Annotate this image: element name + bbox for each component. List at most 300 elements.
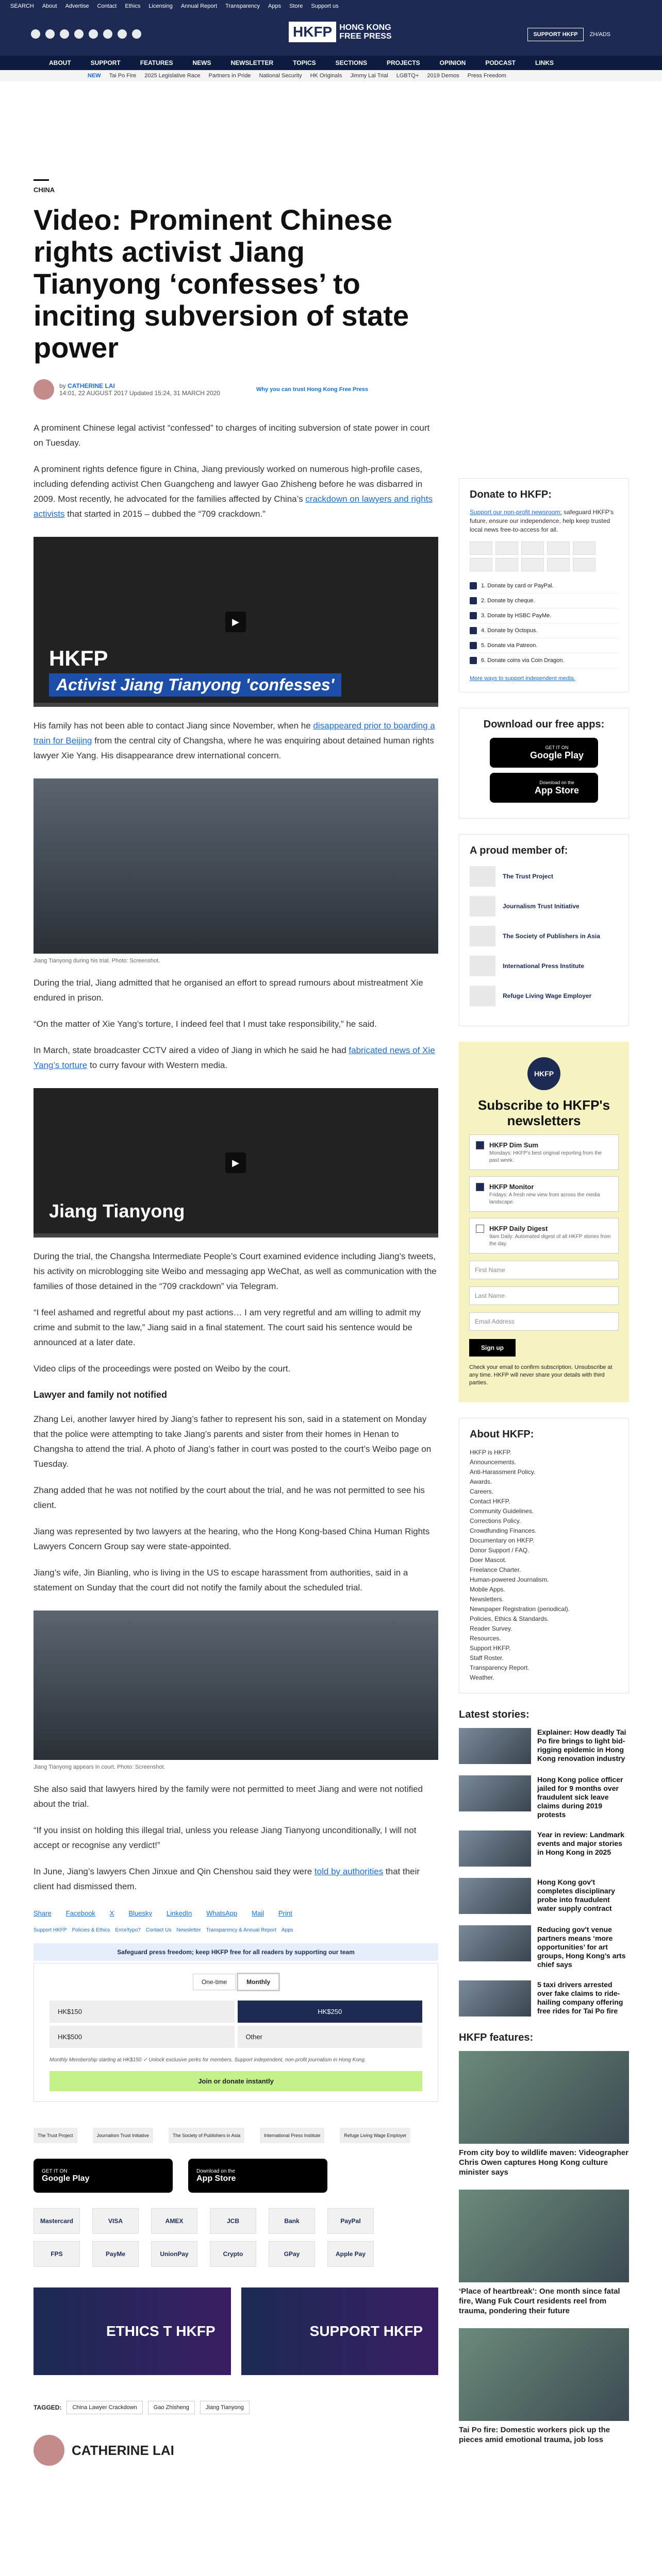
card-icon [573,541,595,555]
member-name: Refuge Living Wage Employer [503,992,592,999]
app-store-button[interactable] [490,773,598,803]
newsletter-title: Subscribe to HKFP's newsletters [477,1097,610,1128]
newsletter-option[interactable] [469,1176,619,1212]
patreon-icon [470,642,477,649]
share-label[interactable]: Share [34,1909,52,1917]
topbar-store[interactable]: Store [289,3,303,9]
unionpay-icon: UnionPay [151,2241,197,2267]
jti-logo: Journalism Trust Initiative [93,2128,154,2143]
option-text [489,1141,612,1163]
about-link[interactable]: Doer Mascot. [470,1556,507,1564]
about-link[interactable]: Documentary on HKFP. [470,1537,535,1544]
footer-link[interactable]: Error/typo? [115,1927,141,1933]
sopa-logo: The Society of Publishers in Asia [169,2128,244,2143]
app-store-row [34,2159,438,2193]
method-label: 1. Donate by card or PayPal. [481,583,554,589]
paragraph-text: that their client had dismissed them. [34,1867,420,1891]
latest-title: Latest stories: [459,1709,529,1720]
paragraph-text: In June, Jiang’s lawyers Chen Jinxue and Qin Chenshou said they were [34,1867,315,1876]
member-item[interactable] [470,986,618,1006]
story-thumbnail[interactable] [459,1728,531,1764]
fps-icon: FPS [34,2241,80,2267]
about-link[interactable]: Contact HKFP. [470,1498,510,1505]
option-desc: Fridays: A fresh new view from across the media landscape. [489,1192,600,1205]
member-item[interactable] [470,866,618,887]
site-header [0,12,662,56]
about-link[interactable]: Human-powered Journalism. [470,1576,549,1583]
features-panel [459,2032,629,2445]
about-link[interactable]: Staff Roster. [470,1654,504,1662]
author-avatar[interactable] [34,2435,64,2466]
content-wrap [0,81,662,2466]
story-thumbnail[interactable] [459,1925,531,1961]
method-label: 2. Donate by cheque. [481,598,535,604]
first-name-field[interactable]: First Name [469,1261,619,1279]
trending-item[interactable]: HK Originals [310,73,342,79]
member-name: Journalism Trust Initiative [503,903,580,910]
paragraph: “On the matter of Xie Yang’s torture, I indeed feel that I must take responsibility,” he said. [34,1019,377,1029]
feature-story[interactable] [459,2190,629,2316]
member-title: A proud member of: [470,845,568,856]
disappeared-link[interactable]: disappeared prior to boarding a train for Beijing [34,721,435,745]
article-date: 14:01, 22 AUGUST 2017 Updated 15:24, 31 MARCH 2020 [59,389,220,397]
method-label: 3. Donate by HSBC PayMe. [481,613,552,619]
nav-features[interactable]: FEATURES [140,59,173,66]
applepay-icon: Apple Pay [327,2241,374,2267]
amount-option[interactable]: HK$500 [49,2026,235,2048]
about-link[interactable]: Corrections Policy. [470,1517,521,1524]
latest-story[interactable] [459,1728,629,1764]
donate-method[interactable] [470,594,618,608]
author-box [34,2435,438,2466]
option-text [489,1183,612,1205]
top-utility-bar [0,0,662,12]
trending-item[interactable]: Partners in Pride [208,73,251,79]
paragraph [34,1043,438,1073]
story-thumbnail[interactable] [459,1775,531,1811]
footer-links [34,1927,438,1933]
option-desc: Mondays: HKFP's best original reporting from the past week. [489,1150,602,1163]
trending-item[interactable]: 2019 Demos [427,73,459,79]
apps-title: Download our free apps: [483,719,605,730]
donate-title: Donate to HKFP: [470,489,552,500]
amount-option-selected[interactable]: HK$250 [238,2001,423,2023]
donate-panel [459,478,629,692]
coin-icon [470,657,477,664]
ethics-promo[interactable]: ETHICS T HKFP [34,2287,231,2375]
donate-amounts [49,2001,422,2048]
google-play-button[interactable] [490,738,598,768]
payment-methods [34,2208,438,2267]
topbar-advertise[interactable]: Advertise [65,3,89,9]
paragraph-text: A prominent rights defence figure in China, Jiang previously worked on numerous high-profile cases, including defending activist Chen Guangcheng and lawyer Gao Zhisheng before he was disbarred in 2009. Most recently, he advocated for the families affected by China’s [34,464,423,504]
logo-line-2: FREE PRESS [339,32,392,41]
checkbox-checked[interactable] [476,1183,484,1191]
author-avatar [34,379,54,400]
feature-thumbnail[interactable] [459,2051,629,2144]
gp-label: Google Play [529,750,584,760]
share-linkedin[interactable]: LinkedIn [167,1909,192,1917]
about-link[interactable]: HKFP is HKFP. [470,1449,511,1456]
author-name[interactable]: CATHERINE LAI [72,2442,174,2458]
play-icon[interactable]: ▶ [225,612,246,632]
tagged-label: TAGGED: [34,2404,62,2411]
by-label: by [59,382,66,389]
card-logos [470,541,618,571]
tag[interactable]: Jiang Tianyong [200,2401,250,2414]
living-wage-icon [470,986,495,1006]
nav-news[interactable]: NEWS [192,59,211,66]
photo-caption: Jiang Tianyong appears in court. Photo: Screenshot. [34,1764,166,1770]
share-row [34,1909,438,1917]
video-embed-1[interactable] [34,537,438,707]
donate-method[interactable] [470,623,618,638]
photo-2 [34,1611,438,1770]
checkbox[interactable] [476,1225,484,1233]
video-progress-bar[interactable] [34,703,438,707]
ipi-logo: International Press Institute [260,2128,324,2143]
feature-title[interactable]: Tai Po fire: Domestic workers pick up the pieces amid emotional trauma, job loss [459,2426,610,2444]
member-name: The Trust Project [503,873,554,880]
gpay-icon: GPay [269,2241,315,2267]
nav-links[interactable]: LINKS [535,59,554,66]
crackdown-link[interactable]: crackdown on lawyers and rights activists [34,494,433,519]
donate-tabs [49,1974,422,1990]
card-icon [573,558,595,571]
member-name: International Press Institute [503,962,585,970]
language-switch[interactable]: ZH/ADS [589,31,610,38]
share-bluesky[interactable]: Bluesky [128,1909,152,1917]
about-panel [459,1418,629,1693]
tag[interactable]: Gao Zhisheng [148,2401,195,2414]
paragraph-text: In March, state broadcaster CCTV aired a video of Jiang in which he said he had [34,1045,349,1055]
more-ways-link[interactable]: More ways to support independent media. [470,675,575,682]
gp-label: Google Play [42,2174,90,2183]
newsletter-option[interactable] [469,1134,619,1170]
trending-item[interactable]: LGBTQ+ [396,73,419,79]
features-title: HKFP features: [459,2032,534,2043]
payme-icon [470,612,477,619]
paragraph: Zhang Lei, another lawyer hired by Jiang’s father to represent his son, said in a statement on Monday that the police were attempting to take Jiang’s parents and sister from their homes in Henan to Changsha to attend the trial. A photo of Jiang’s father in court was posted to the court’s Weibo page on Tuesday. [34,1414,432,1469]
features-list [459,2051,629,2445]
video-embed-2[interactable] [34,1088,438,1238]
paragraph: “If you insist on holding this illegal trial, unless you release Jiang Tianyong unconditionally, I will not accept or recognise any verdict!” [34,1825,417,1850]
trust-project-icon [470,866,495,887]
photo-1 [34,778,438,964]
x-icon[interactable] [45,29,55,39]
social-links [31,29,141,39]
donate-method[interactable] [470,579,618,594]
topbar-search[interactable]: SEARCH [10,3,34,9]
visa-icon: VISA [92,2208,139,2234]
logo-line-1: HONG KONG [339,23,391,32]
why-trust-link[interactable]: Why you can trust Hong Kong Free Press [256,386,368,393]
member-item[interactable] [470,896,618,917]
member-name: The Society of Publishers in Asia [503,933,600,940]
paragraph [34,718,438,763]
apps-panel [459,708,629,819]
trending-item[interactable]: National Security [259,73,302,79]
signup-button[interactable]: Sign up [469,1339,516,1357]
article-category[interactable]: CHINA [34,186,55,194]
trending-item[interactable]: Press Freedom [467,73,506,79]
paragraph: Zhang added that he was not notified by the court about the trial, and he was not permitted to see his client. [34,1485,425,1510]
topbar-support[interactable]: Support us [311,3,339,9]
about-link[interactable]: Community Guidelines. [470,1507,534,1515]
about-link[interactable]: Resources. [470,1635,501,1642]
footer-link[interactable]: Policies & Ethics [72,1927,110,1933]
donate-method[interactable] [470,653,618,668]
tag[interactable]: China Lawyer Crackdown [67,2401,142,2414]
nav-newsletter[interactable]: NEWSLETTER [230,59,274,66]
paragraph: During the trial, the Changsha Intermediate People’s Court examined evidence including Jiang’s tweets, his activity on microblogging site Weibo and messaging app WeChat, as well as communication with the families of those detained in the “709 crackdown” via Telegram. [34,1251,437,1291]
member-panel [459,834,629,1026]
main-nav [0,56,662,70]
share-whatsapp[interactable]: WhatsApp [206,1909,238,1917]
new-badge: NEW [88,73,101,79]
as-small: Download on the [196,2168,236,2174]
about-link[interactable]: Reader Survey. [470,1625,512,1632]
section-rule [34,179,49,181]
card-icon [547,558,570,571]
logo-text [339,23,391,41]
option-title: HKFP Monitor [489,1183,534,1191]
share-facebook[interactable]: Facebook [65,1909,95,1917]
facebook-icon[interactable] [31,29,40,39]
about-link[interactable]: Policies, Ethics & Standards. [470,1615,549,1622]
article-main [34,81,438,2466]
card-icon [547,541,570,555]
story-thumbnail[interactable] [459,1831,531,1867]
as-label: App Store [196,2174,236,2183]
method-label: 6. Donate coins via Coin Dragon. [481,657,565,664]
trending-item[interactable]: 2025 Legislative Race [144,73,201,79]
google-play-button[interactable] [34,2159,173,2193]
about-title: About HKFP: [470,1429,534,1440]
donate-banner[interactable]: Safeguard press freedom; keep HKFP free for all readers by supporting our team [34,1943,438,1961]
card-icon [495,541,518,555]
sopa-icon [470,926,495,946]
option-desc: 9am Daily: Automated digest of all HKFP stories from the day. [489,1234,611,1247]
paragraph: Jiang’s wife, Jin Bianling, who is living in the US to escape harassment from authorities, said in a statement on Sunday that the court did not notify the family about the scheduled trial. [34,1568,408,1592]
donate-desc: safeguard HKFP's future, ensure our independence, help keep trusted local news free-to-access for all. [470,509,614,533]
as-small: Download on the [539,779,574,785]
photo-caption: Jiang Tianyong during his trial. Photo: Screenshot. [34,958,160,964]
about-link[interactable]: Freelance Charter. [470,1566,521,1573]
authorities-link[interactable]: told by authorities [314,1867,384,1876]
bank-icon: Bank [269,2208,315,2234]
cheque-icon [470,597,477,604]
support-promo[interactable]: SUPPORT HKFP [241,2287,439,2375]
card-icon [470,541,492,555]
about-list [470,1448,618,1683]
subheading: Lawyer and family not notified [34,1389,168,1400]
latest-story[interactable] [459,1980,629,2016]
nav-sections[interactable]: SECTIONS [335,59,367,66]
mail-icon[interactable] [103,29,112,39]
about-link[interactable]: Newsletters. [470,1596,504,1603]
youtube-icon[interactable] [89,29,98,39]
nav-opinion[interactable]: OPINION [439,59,466,66]
video-progress-bar[interactable] [34,1233,438,1238]
story-title[interactable]: Hong Kong police officer jailed for 9 months over fraudulent sick leave claims during 2019 protests [537,1775,623,1819]
member-logos-row [34,2128,438,2143]
share-x[interactable]: X [109,1909,114,1917]
amount-option-other[interactable]: Other [238,2026,423,2048]
footer-link[interactable]: Contact Us [145,1927,172,1933]
play-icon[interactable]: ▶ [225,1153,246,1173]
topbar-apps[interactable]: Apps [268,3,282,9]
about-link[interactable]: Donor Support / FAQ. [470,1547,529,1554]
paragraph-text: His family has not been able to contact Jiang since November, when he [34,721,313,731]
about-link[interactable]: Transparency Report. [470,1664,529,1671]
feature-thumbnail[interactable] [459,2190,629,2282]
nav-support[interactable]: SUPPORT [90,59,121,66]
about-link[interactable]: Support HKFP. [470,1645,511,1652]
topbar-about[interactable]: About [42,3,57,9]
newsletter-logo: HKFP [527,1057,560,1090]
card-icon [521,541,544,555]
latest-story[interactable] [459,1775,629,1819]
app-store-button[interactable] [188,2159,327,2193]
story-title[interactable]: Reducing gov't venue partners means ‘more opportunities’ for art groups, Hong Kong’s arts chief says [537,1925,626,1969]
mastercard-icon: Mastercard [34,2208,80,2234]
topbar-ethics[interactable]: Ethics [125,3,141,9]
amount-option[interactable]: HK$150 [49,2001,235,2023]
feature-story[interactable] [459,2328,629,2445]
topbar-contact[interactable]: Contact [97,3,117,9]
story-thumbnail[interactable] [459,1980,531,2016]
trending-item[interactable]: Tai Po Fire [109,73,137,79]
tab-monthly[interactable]: Monthly [238,1974,279,1990]
instagram-icon[interactable] [60,29,69,39]
email-field[interactable]: Email Address [469,1312,619,1331]
feature-title[interactable]: From city boy to wildlife maven: Videographer Chris Owen captures Hong Kong culture minister says [459,2148,628,2177]
newsletter-panel [459,1042,629,1402]
paragraph: “I feel ashamed and regretful about my past actions… I am very regretful and am willing to admit my crime and submit to the law,” Jiang said in a final statement. The court said his sentence would be announced at a later date. [34,1308,421,1347]
donate-widget [34,1963,438,2102]
nav-topics[interactable]: TOPICS [293,59,316,66]
byline [34,379,438,400]
newsletter-option[interactable] [469,1218,619,1253]
feature-title[interactable]: ‘Place of heartbreak’: One month since fatal fire, Wang Fuk Court residents reel from trauma, pondering their future [459,2287,620,2315]
checkbox-checked[interactable] [476,1141,484,1149]
ipi-icon [470,956,495,976]
footer-link[interactable]: Transparency & Annual Report [206,1927,276,1933]
join-donate-button[interactable]: Join or donate instantly [49,2071,422,2091]
court-photo [34,1611,438,1760]
jcb-icon: JCB [210,2208,256,2234]
nav-projects[interactable]: PROJECTS [386,59,420,66]
about-link[interactable]: Weather. [470,1674,494,1681]
gp-small: GET IT ON [42,2168,68,2174]
footer-link[interactable]: Apps [281,1927,293,1933]
about-link[interactable]: Announcements. [470,1459,517,1466]
nav-about[interactable]: ABOUT [49,59,71,66]
card-icon [470,582,477,589]
donate-link[interactable]: Support our non-profit newsroom: [470,509,562,516]
paypal-icon: PayPal [327,2208,374,2234]
octopus-icon [470,627,477,634]
trending-item[interactable]: Jimmy Lai Trial [350,73,388,79]
promo-banners [34,2287,438,2375]
crypto-icon: Crypto [210,2241,256,2267]
tab-one-time[interactable]: One-time [193,1974,236,1990]
nav-podcast[interactable]: PODCAST [485,59,516,66]
video-title-overlay: Jiang Tianyong [49,1200,185,1222]
member-item[interactable] [470,926,618,946]
about-link[interactable]: Careers. [470,1488,494,1495]
video-title-overlay: Activist Jiang Tianyong 'confesses' [49,673,341,697]
topbar-annual-report[interactable]: Annual Report [180,3,218,9]
share-mail[interactable]: Mail [252,1909,264,1917]
latest-story[interactable] [459,1925,629,1969]
about-link[interactable]: Mobile Apps. [470,1586,505,1593]
telegram-icon[interactable] [118,29,127,39]
paragraph: Video clips of the proceedings were posted on Weibo by the court. [34,1364,291,1374]
fabricated-link[interactable]: fabricated news of Xie Yang’s torture [34,1045,435,1070]
gp-small: GET IT ON [545,744,569,750]
payme-icon: PayMe [92,2241,139,2267]
jti-icon [470,896,495,917]
share-print[interactable]: Print [278,1909,292,1917]
latest-panel [459,1709,629,2016]
option-text [489,1225,612,1247]
newsletter-note: Check your email to confirm subscription. Unsubscribe at any time. HKFP will never share your details with third parties. [469,1364,613,1386]
last-name-field[interactable]: Last Name [469,1286,619,1305]
member-item[interactable] [470,956,618,976]
footer-link[interactable]: Support HKFP [34,1927,67,1933]
topbar-licensing[interactable]: Licensing [148,3,173,9]
author-link[interactable]: CATHERINE LAI [68,382,115,389]
rss-icon[interactable] [132,29,141,39]
story-title[interactable]: Year in review: Landmark events and major stories in Hong Kong in 2025 [537,1831,624,1856]
paragraph-text: from the central city of Changsha, where he was enquiring about detained human rights lawyer Xie Yang. His disappearance drew international concern. [34,736,434,760]
trending-bar [0,70,662,81]
about-link[interactable]: Awards. [470,1478,492,1485]
paragraph-text: that started in 2015 – dubbed the “709 crackdown.” [64,509,266,519]
feature-story[interactable] [459,2051,629,2177]
sidebar [459,81,629,2466]
support-hkfp-button[interactable]: SUPPORT HKFP [527,28,583,41]
as-label: App Store [534,785,579,795]
about-link[interactable]: Crowdfunding Finances. [470,1527,537,1534]
video-watermark: HKFP [49,646,108,670]
about-link[interactable]: Anti-Harassment Policy. [470,1468,536,1476]
story-title[interactable]: Hong Kong gov't completes disciplinary probe into fraudulent water supply contract [537,1878,615,1912]
trust-project-logo: The Trust Project [34,2128,77,2143]
footer-link[interactable]: Newsletter [176,1927,201,1933]
byline-text [59,382,220,397]
donate-text [470,508,618,534]
latest-story[interactable] [459,1878,629,1914]
amex-icon: AMEX [151,2208,197,2234]
story-thumbnail[interactable] [459,1878,531,1914]
threads-icon[interactable] [74,29,84,39]
donate-method[interactable] [470,608,618,623]
topbar-transparency[interactable]: Transparency [225,3,260,9]
site-logo[interactable] [289,22,392,42]
about-link[interactable]: Newspaper Registration (periodical). [470,1605,570,1613]
latest-story[interactable] [459,1831,629,1867]
article-title: Video: Prominent Chinese rights activist Jiang Tianyong ‘confesses’ to inciting subversion of state power [34,204,409,364]
option-title: HKFP Daily Digest [489,1225,548,1232]
trial-photo [34,778,438,954]
donate-method[interactable] [470,638,618,653]
story-title[interactable]: 5 taxi drivers arrested over fake claims to ride-hailing company offering free rides for Tai Po fire [537,1980,623,2015]
feature-thumbnail[interactable] [459,2328,629,2421]
story-title[interactable]: Explainer: How deadly Tai Po fire brings to light bid-rigging epidemic in Hong Kong renovation industry [537,1728,626,1762]
